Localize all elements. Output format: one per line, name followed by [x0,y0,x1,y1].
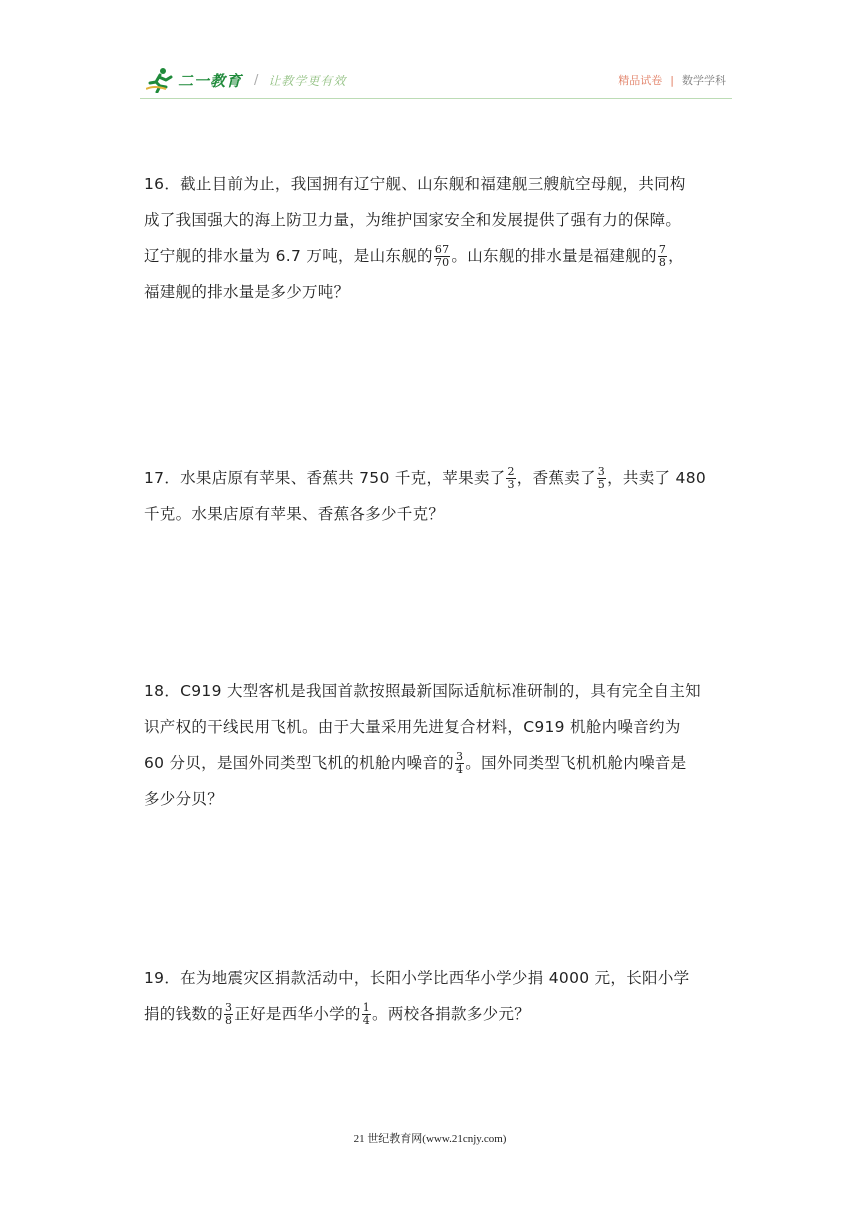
page-header [140,62,732,102]
question-text: 60 分贝，是国外同类型飞机的机舱内噪音的 [144,754,454,772]
question-line [144,745,734,781]
fraction-numerator: 3 [455,750,464,763]
question-line [144,960,734,996]
question-line [144,274,734,310]
question-line [144,996,734,1032]
question-text: 正好是西华小学的 [234,1005,361,1023]
fraction-denominator: 8 [225,1014,233,1027]
fraction-numerator: 3 [225,1001,233,1014]
question-line [144,238,734,274]
brand-name: 二一教育 [178,71,243,90]
question-line [144,202,734,238]
fraction-denominator: 70 [434,256,450,269]
question-text: 识产权的干线民用飞机。由于大量采用先进复合材料，C919 机舱内噪音约为 [144,718,681,736]
fraction-numerator: 3 [597,465,606,478]
slogan: 让教学更有效 [268,73,347,88]
fraction-numerator: 7 [658,243,667,256]
question-18 [144,673,734,817]
fraction-denominator: 4 [455,763,464,776]
question-text: 。山东舰的排水量是福建舰的 [451,247,657,265]
fraction [658,244,667,269]
fraction [434,244,451,269]
question-19 [144,960,734,1032]
question-text: 16．截止目前为止，我国拥有辽宁舰、山东舰和福建舰三艘航空母舰，共同构 [144,175,686,193]
fraction [455,751,464,776]
question-text: ，共卖了 480 [607,469,707,487]
fraction [224,1002,233,1027]
slogan-separator: / [254,72,259,88]
question-text: 19．在为地震灾区捐款活动中，长阳小学比西华小学少捐 4000 元，长阳小学 [144,969,690,987]
question-16 [144,166,734,310]
category-label: 精品试卷 [618,74,663,87]
fraction-numerator: 2 [507,465,515,478]
fraction [597,466,606,491]
fraction [506,466,515,491]
fraction-numerator: 67 [434,243,450,256]
question-text: ，香蕉卖了 [516,469,596,487]
fraction-denominator: 8 [658,256,667,269]
question-text: ， [668,247,684,265]
question-text: 。两校各捐款多少元？ [372,1005,531,1023]
header-right [618,72,726,88]
fraction-denominator: 3 [507,478,515,491]
fraction [362,1002,371,1027]
fraction-denominator: 4 [362,1014,371,1027]
subject-label: 数学学科 [682,74,726,87]
question-text: 辽宁舰的排水量为 6.7 万吨，是山东舰的 [144,247,433,265]
header-divider: | [670,73,674,87]
running-man-icon [146,67,176,93]
question-text: 多少分贝？ [144,790,224,808]
page-footer: 21 世纪教育网(www.21cnjy.com) [353,1133,507,1145]
question-text: 。国外同类型飞机机舱内噪音是 [465,754,687,772]
question-text: 福建舰的排水量是多少万吨？ [144,283,350,301]
question-line [144,781,734,817]
question-text: 成了我国强大的海上防卫力量，为维护国家安全和发展提供了强有力的保障。 [144,211,682,229]
header-divider-line [140,98,732,99]
question-line [144,673,734,709]
question-text: 千克。水果店原有苹果、香蕉各多少千克？ [144,505,445,523]
fraction-numerator: 1 [362,1001,371,1014]
question-text: 捐的钱数的 [144,1005,224,1023]
logo [146,66,346,94]
question-text: 18．C919 大型客机是我国首款按照最新国际适航标准研制的，具有完全自主知 [144,682,701,700]
question-line [144,496,734,532]
question-line [144,166,734,202]
question-line [144,709,734,745]
question-17 [144,460,734,532]
fraction-denominator: 5 [597,478,606,491]
question-text: 17．水果店原有苹果、香蕉共 750 千克，苹果卖了 [144,469,506,487]
question-line [144,460,734,496]
